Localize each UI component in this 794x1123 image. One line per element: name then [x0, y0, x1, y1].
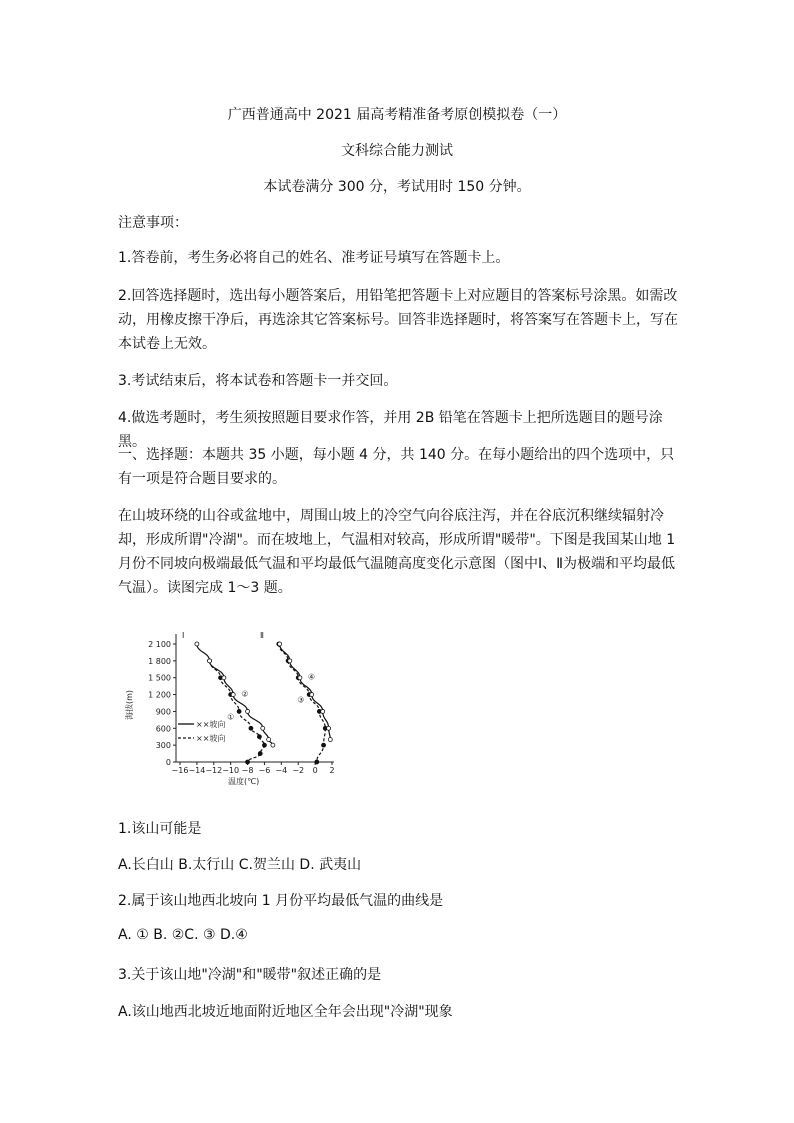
y-tick-label: 0 — [165, 758, 171, 767]
x-tick-label: −6 — [258, 766, 271, 775]
exam-subtitle: 文科综合能力测试 — [341, 143, 453, 159]
legend-dashed-label: ××坡向 — [196, 734, 226, 743]
data-point — [249, 726, 253, 730]
x-tick-label: 2 — [329, 766, 335, 775]
question-2-options: A. ① B. ②C. ③ D.④ — [118, 927, 248, 943]
x-axis-label: 温度(℃) — [228, 777, 260, 786]
data-point — [298, 676, 302, 680]
x-tick-label: −4 — [275, 766, 288, 775]
question-3-stem: 3.关于该山地"冷湖"和"暖带"叙述正确的是 — [118, 967, 382, 983]
data-point — [278, 642, 282, 646]
legend-solid-label: ××坡向 — [196, 720, 226, 729]
data-point — [208, 659, 212, 663]
x-tick-label: 0 — [312, 766, 318, 775]
data-point — [315, 760, 319, 764]
data-point — [310, 693, 314, 697]
x-tick-label: −14 — [188, 766, 206, 775]
y-tick-label: 1 500 — [148, 673, 171, 683]
exam-title: 广西普通高中 2021 届高考精准备考原创模拟卷（一） — [227, 107, 567, 123]
y-tick-label: 1 200 — [148, 690, 171, 700]
data-point — [261, 726, 265, 730]
y-tick-label: 1 800 — [148, 656, 171, 666]
series-label: ④ — [307, 672, 316, 682]
question-1-options: A.长白山 B.太行山 C.贺兰山 D. 武夷山 — [118, 857, 362, 873]
question-2-stem: 2.属于该山地西北坡向 1 月份平均最低气温的曲线是 — [118, 893, 444, 909]
data-point — [328, 738, 332, 742]
data-point — [257, 735, 261, 739]
x-tick-label: −16 — [171, 766, 189, 775]
exam-info: 本试卷满分 300 分，考试用时 150 分钟。 — [263, 179, 531, 195]
data-point — [271, 743, 275, 747]
note-item-3: 3.考试结束后，将本试卷和答题卡一并交回。 — [118, 373, 398, 389]
passage: 在山坡环绕的山谷或盆地中，周围山坡上的冷空气向谷底注泻，并在谷底沉积继续辐射冷却，形成所谓"冷湖"。而在坡地上，气温相对较高，形成所谓"暖带"。下图是我国某山地 1 月份不同坡向极端最低气温和平均最低气温随高度变化示意图（图中Ⅰ、Ⅱ为极端和平均最低气温）。读图完成 1～3 题。 — [118, 508, 676, 596]
x-tick-label: −2 — [292, 766, 305, 775]
data-point — [237, 709, 241, 713]
x-tick-label: −8 — [241, 766, 254, 775]
group-label-1: Ⅰ — [182, 631, 185, 640]
question-3-option-a: A.该山地西北坡近地面附近地区全年会出现"冷湖"现象 — [118, 1004, 453, 1020]
note-item-1: 1.答卷前，考生务必将自己的姓名、准考证号填写在答题卡上。 — [118, 250, 510, 266]
note-item-4: 4.做选考题时，考生须按照题目要求作答，并用 2B 铅笔在答题卡上把所选题目的题号涂黑。 — [118, 410, 663, 450]
data-point — [267, 738, 271, 742]
x-tick-label: −10 — [222, 766, 240, 775]
data-point — [246, 709, 250, 713]
data-point — [262, 743, 266, 747]
note-item-2: 2.回答选择题时，选出每小题答案后，用铅笔把答题卡上对应题目的答案标号涂黑。如需改动，用橡皮擦干净后，再选涂其它答案标号。回答非选择题时，将答案写在答题卡上，写在本试卷上无效。 — [118, 288, 678, 352]
altitude-temperature-chart — [118, 622, 340, 788]
question-1-stem: 1.该山可能是 — [118, 821, 202, 837]
data-point — [258, 752, 262, 756]
legend — [178, 719, 225, 743]
data-point — [327, 726, 331, 730]
series-label: ③ — [297, 695, 305, 705]
series-label: ① — [227, 712, 235, 722]
series-label: ② — [241, 689, 249, 699]
data-point — [246, 760, 250, 764]
section-heading: 一、选择题：本题共 35 小题，每小题 4 分，共 140 分。在每小题给出的四个选项中，只有一项是符合题目要求的。 — [118, 447, 675, 487]
data-point — [322, 743, 326, 747]
y-axis-label: 海拔(m) — [125, 689, 134, 720]
data-point — [288, 659, 292, 663]
x-tick-label: −12 — [205, 766, 223, 775]
data-point — [195, 642, 199, 646]
y-tick-label: 600 — [155, 724, 171, 734]
notes-heading: 注意事项： — [118, 215, 188, 231]
y-tick-label: 2 100 — [148, 640, 171, 649]
group-label-2: Ⅱ — [260, 631, 264, 640]
y-tick-label: 300 — [155, 741, 171, 751]
data-point — [231, 693, 235, 697]
data-point — [222, 676, 226, 680]
data-point — [321, 709, 325, 713]
y-tick-label: 900 — [155, 707, 171, 717]
